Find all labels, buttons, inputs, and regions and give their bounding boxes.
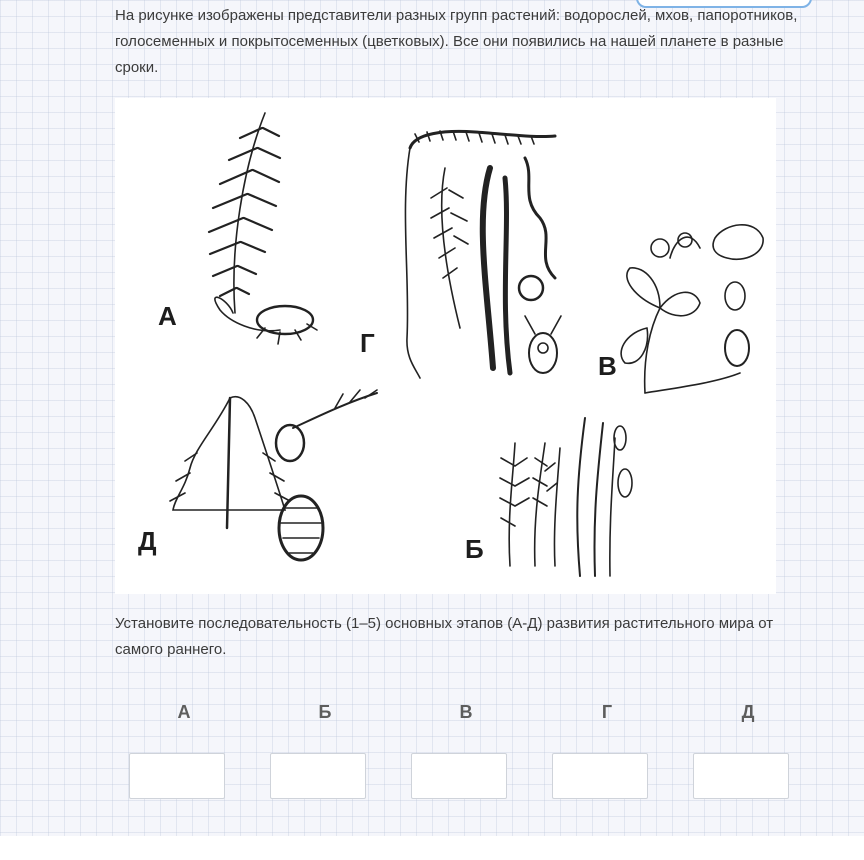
answer-column-label-g: Г (601, 702, 613, 722)
answer-input-v[interactable] (411, 753, 507, 799)
answer-column-label-b: Б (318, 702, 332, 722)
page-footer-band (0, 836, 864, 860)
figure-label-v: В (598, 351, 617, 381)
answer-table (0, 690, 864, 820)
answer-column-label-a: А (177, 702, 191, 722)
algae-drawing (405, 131, 561, 378)
answer-input-b[interactable] (270, 753, 366, 799)
answer-input-g[interactable] (552, 753, 648, 799)
figure-label-g: Г (360, 328, 375, 358)
task-question-text: Установите последовательность (1–5) основных этапов (А-Д) развития растительного мира от самого раннего. (115, 615, 774, 658)
strawberry-drawing (621, 225, 763, 393)
task-intro-text: На рисунке изображены представители разных групп растений: водорослей, мхов, папоротников, голосеменных и покрытосеменных (цветковых). Все они появились на нашей планете в разные сроки. (115, 7, 798, 76)
figure-label-a: А (158, 301, 177, 331)
answer-input-d[interactable] (693, 753, 789, 799)
answer-column-label-v: В (459, 702, 473, 722)
figure-label-d: Д (138, 526, 157, 556)
answer-column-label-d: Д (741, 702, 755, 722)
fern-drawing (209, 113, 317, 344)
answer-input-a[interactable] (129, 753, 225, 799)
moss-drawing (500, 418, 632, 576)
figure-label-b: Б (465, 534, 484, 564)
plants-illustration (115, 98, 776, 594)
plants-drawing (115, 98, 776, 594)
larch-drawing (170, 390, 377, 560)
